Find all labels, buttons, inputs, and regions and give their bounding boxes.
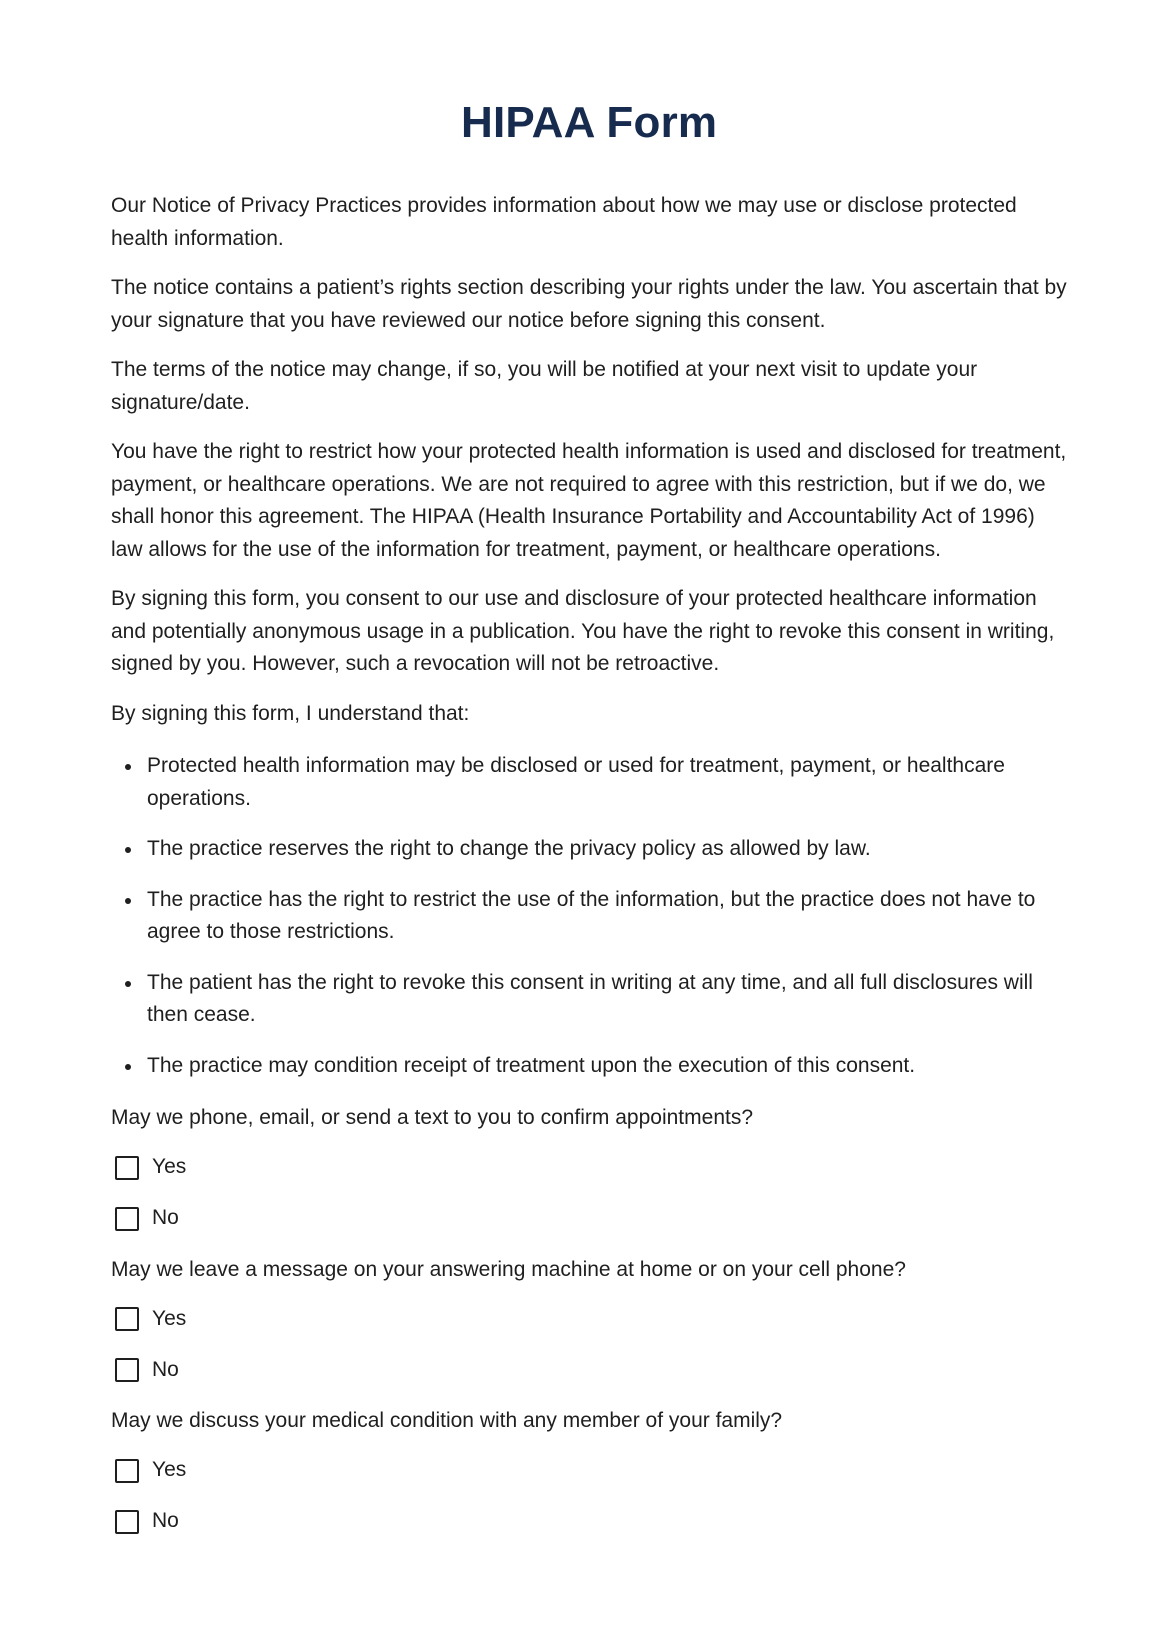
checkbox-no[interactable] xyxy=(115,1358,139,1382)
option-label: No xyxy=(152,1206,179,1230)
question-leave-message xyxy=(111,1254,1071,1387)
option-yes[interactable] xyxy=(115,1303,1071,1335)
question-text: May we discuss your medical condition with any member of your family? xyxy=(111,1409,783,1432)
list-item: Protected health information may be disclosed or used for treatment, payment, or healthcare operations. xyxy=(147,750,1071,815)
question-text: May we phone, email, or send a text to you to confirm appointments? xyxy=(111,1106,754,1129)
checkbox-yes[interactable] xyxy=(115,1307,139,1331)
form-body xyxy=(111,190,1071,1557)
option-no[interactable] xyxy=(115,1506,1071,1538)
checkbox-yes[interactable] xyxy=(115,1156,139,1180)
option-label: Yes xyxy=(152,1458,187,1482)
question-confirm-appointments xyxy=(111,1102,1071,1235)
option-label: Yes xyxy=(152,1306,187,1330)
question-text: May we leave a message on your answering machine at home or on your cell phone? xyxy=(111,1257,906,1281)
option-label: Yes xyxy=(152,1155,187,1179)
paragraph-privacy-notice: Our Notice of Privacy Practices provides information about how we may use or disclose protected health information. xyxy=(111,194,1017,250)
paragraph-consent: By signing this form, you consent to our use and disclosure of your protected healthcare information and potentially anonymous usage in a publication. You have the right to revoke this consent in writing, signed by you. However, such a revocation will not be retroactive. xyxy=(111,587,1055,675)
paragraph-understand-intro: By signing this form, I understand that: xyxy=(111,701,470,725)
understanding-list xyxy=(111,750,1071,1082)
checkbox-no[interactable] xyxy=(115,1510,139,1534)
question-discuss-family xyxy=(111,1405,1071,1538)
checkbox-yes[interactable] xyxy=(115,1459,139,1483)
page-title: HIPAA Form xyxy=(461,98,718,147)
option-yes[interactable] xyxy=(115,1455,1071,1487)
option-label: No xyxy=(152,1509,179,1533)
option-yes[interactable] xyxy=(115,1152,1071,1184)
option-no[interactable] xyxy=(115,1203,1071,1235)
option-no[interactable] xyxy=(115,1354,1071,1386)
option-label: No xyxy=(152,1357,179,1381)
list-item: The practice has the right to restrict the use of the information, but the practice does not have to agree to those restrictions. xyxy=(147,884,1071,949)
list-item: The practice reserves the right to change the privacy policy as allowed by law. xyxy=(147,833,1071,866)
list-item: The patient has the right to revoke this consent in writing at any time, and all full disclosures will then cease. xyxy=(147,967,1071,1032)
paragraph-restriction-right: You have the right to restrict how your protected health information is used and disclosed for treatment, payment, or healthcare operations. We are not required to agree with this restriction, but if we do, we shall honor this agreement. The HIPAA (Health Insurance Portability and Accountability Act of 1996) law allows for the use of the information for treatment, payment, or healthcare operations. xyxy=(111,440,1067,561)
paragraph-notice-changes: The terms of the notice may change, if so, you will be notified at your next visit to update your signature/date. xyxy=(111,358,978,414)
paragraph-patient-rights: The notice contains a patient’s rights section describing your rights under the law. You ascertain that by your signature that you have reviewed our notice before signing this consent. xyxy=(111,276,1067,332)
checkbox-no[interactable] xyxy=(115,1207,139,1231)
list-item: The practice may condition receipt of treatment upon the execution of this consent. xyxy=(147,1050,1071,1083)
